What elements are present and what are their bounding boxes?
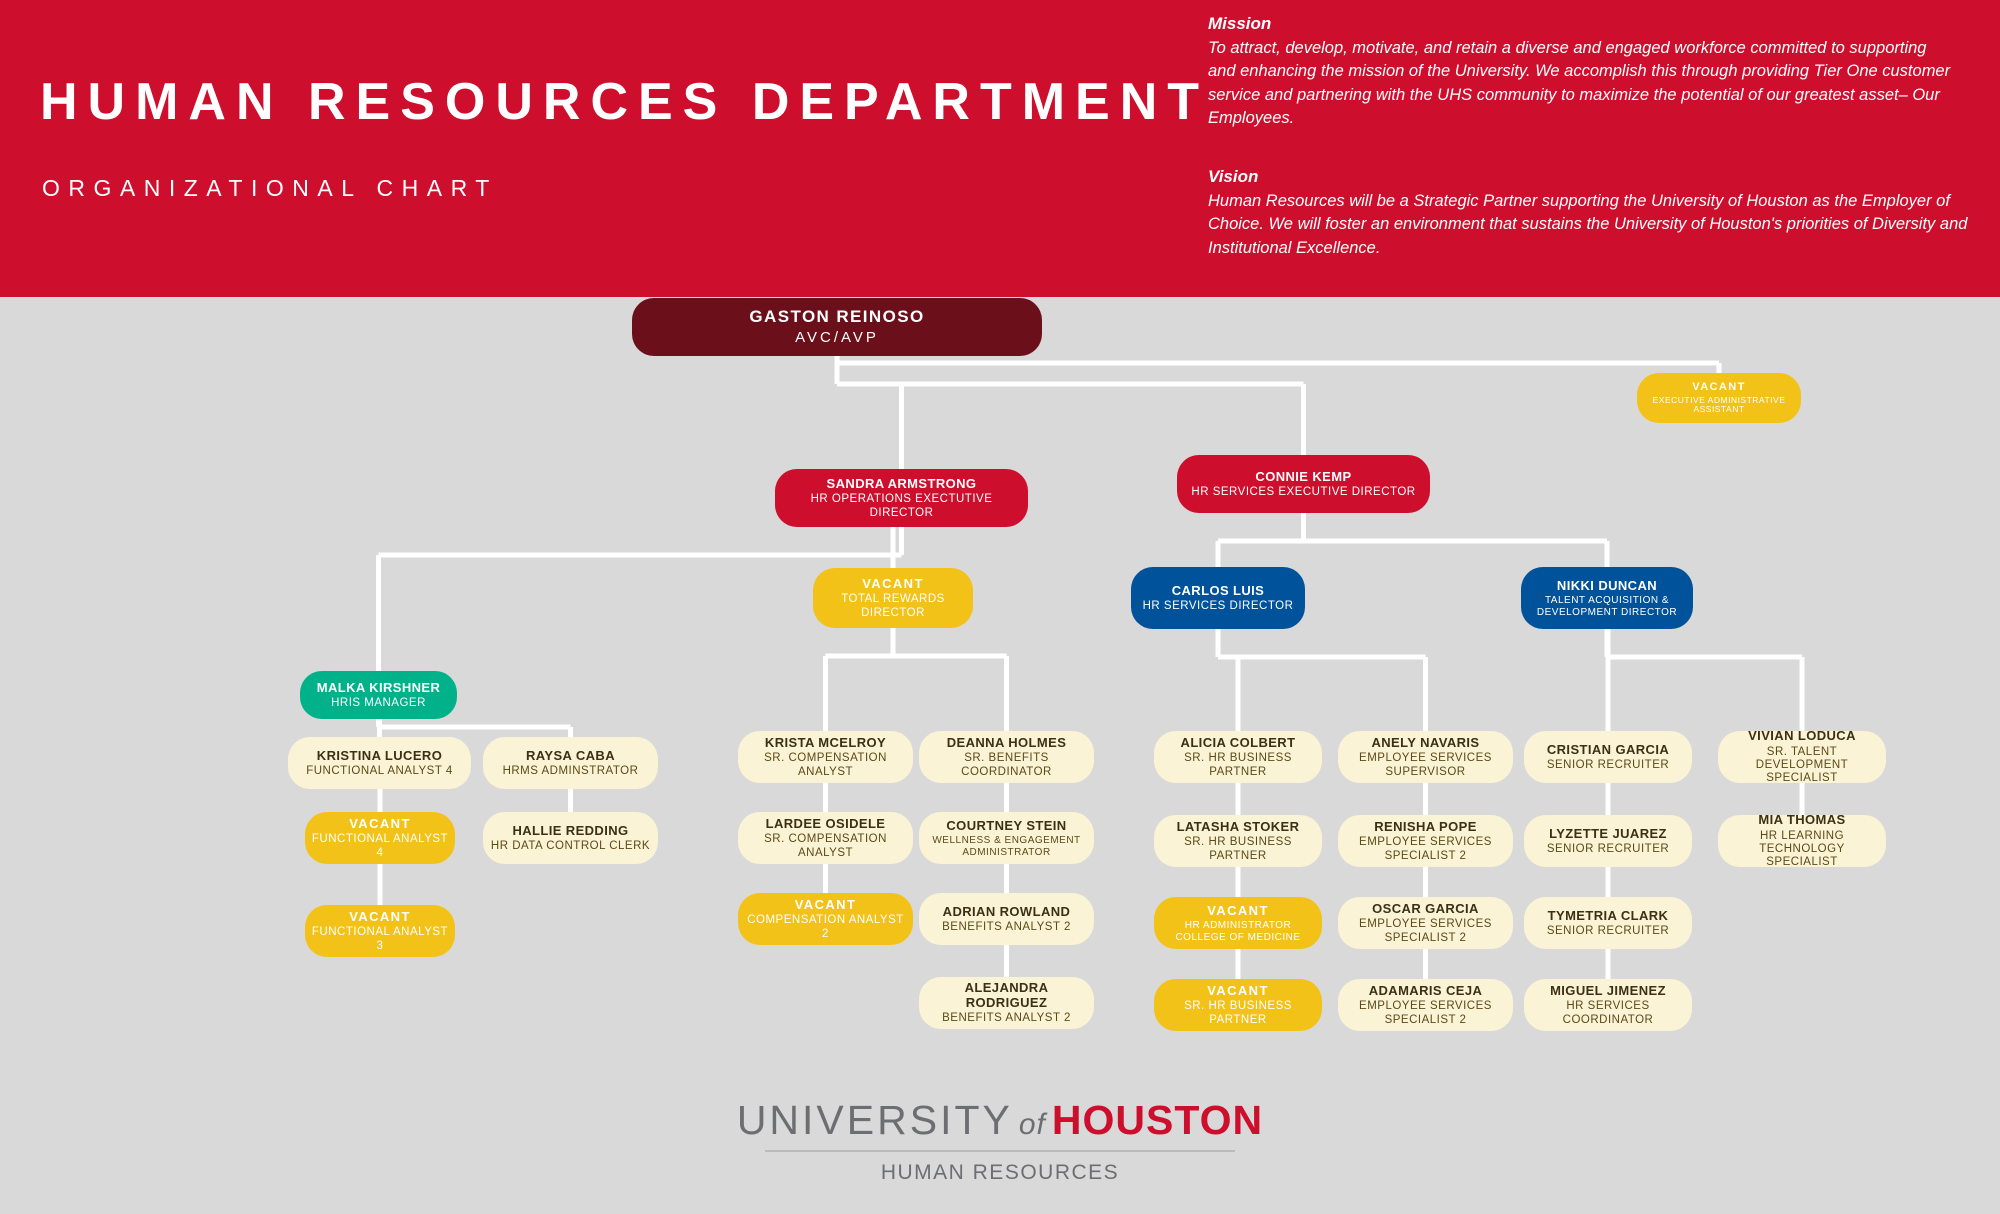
- org-node-title: HR ADMINISTRATOR COLLEGE OF MEDICINE: [1175, 919, 1301, 943]
- org-node[interactable]: [1718, 728, 1886, 785]
- org-node[interactable]: [775, 469, 1028, 527]
- org-node-title: SR. HR BUSINESS PARTNER: [1184, 1000, 1292, 1026]
- org-node-name: LARDEE OSIDELE: [765, 816, 886, 832]
- org-node-title: SR. BENEFITS COORDINATOR: [961, 752, 1052, 778]
- org-node-name: VIVIAN LODUCA: [1748, 728, 1856, 744]
- org-node[interactable]: [738, 893, 913, 945]
- org-node[interactable]: [1524, 979, 1692, 1031]
- org-node-title: COMPENSATION ANALYST 2: [747, 914, 904, 940]
- org-node[interactable]: [1131, 567, 1305, 629]
- org-node[interactable]: [483, 737, 658, 789]
- org-node[interactable]: [288, 737, 471, 789]
- header-banner: [0, 0, 2000, 297]
- university-wordmark: [737, 1097, 1263, 1144]
- org-node-title: EMPLOYEE SERVICES SUPERVISOR: [1359, 752, 1492, 778]
- org-node-title: TOTAL REWARDS DIRECTOR: [841, 593, 945, 619]
- org-node-name: ADRIAN ROWLAND: [942, 903, 1071, 919]
- org-node-name: ALEJANDRA RODRIGUEZ: [964, 980, 1049, 1011]
- org-node-name: VACANT: [1692, 380, 1746, 393]
- vision-block: [1208, 167, 1978, 260]
- org-node-title: FUNCTIONAL ANALYST 4: [306, 764, 453, 777]
- org-node-title: HR SERVICES COORDINATOR: [1562, 1000, 1654, 1026]
- wordmark-of: of: [1018, 1108, 1046, 1141]
- org-node[interactable]: [919, 893, 1094, 945]
- org-node[interactable]: [483, 812, 658, 864]
- org-node-title: TALENT ACQUISITION & DEVELOPMENT DIRECTOR: [1536, 594, 1678, 618]
- org-node[interactable]: [1154, 731, 1322, 783]
- org-node[interactable]: [1718, 812, 1886, 869]
- org-node-name: MIGUEL JIMENEZ: [1550, 983, 1666, 999]
- org-node-name: HALLIE REDDING: [512, 822, 629, 838]
- footer-department: HUMAN RESOURCES: [880, 1161, 1120, 1184]
- org-node-name: NIKKI DUNCAN: [1556, 577, 1658, 593]
- org-node-name: MIA THOMAS: [1758, 812, 1846, 828]
- wordmark-university: UNIVERSITY: [736, 1097, 1013, 1143]
- org-node[interactable]: [919, 812, 1094, 864]
- org-node-title: HR SERVICES EXECUTIVE DIRECTOR: [1191, 485, 1416, 498]
- org-node[interactable]: [1338, 731, 1513, 783]
- org-node-title: EMPLOYEE SERVICES SPECIALIST 2: [1359, 1000, 1492, 1026]
- org-node-name: OSCAR GARCIA: [1372, 901, 1479, 917]
- org-node[interactable]: [1154, 979, 1322, 1031]
- org-node[interactable]: [738, 812, 913, 864]
- org-node[interactable]: [919, 977, 1094, 1029]
- org-node-title: SR. HR BUSINESS PARTNER: [1184, 836, 1292, 862]
- org-node-name: VACANT: [862, 576, 924, 592]
- org-node[interactable]: [300, 671, 457, 719]
- org-node-name: CRISTIAN GARCIA: [1546, 741, 1670, 757]
- org-node-name: VACANT: [1207, 902, 1269, 918]
- org-node[interactable]: [1637, 373, 1801, 423]
- org-node-title: AVC/AVP: [795, 329, 879, 347]
- org-node-title: HR OPERATIONS EXECTUTIVE DIRECTOR: [810, 493, 993, 519]
- org-node-title: SR. TALENT DEVELOPMENT SPECIALIST: [1755, 745, 1849, 785]
- org-node-name: CARLOS LUIS: [1171, 582, 1265, 598]
- org-node[interactable]: [305, 905, 455, 957]
- org-node[interactable]: [1521, 567, 1693, 629]
- org-chart: [0, 297, 2000, 1077]
- mission-text: To attract, develop, motivate, and retain a diverse and engaged workforce committed to supporting and enhancing the mission of the University. We accomplish this through providing Tier One customer service and partnering with the UHS community to maximize the potential of our greatest asset– Our Employees.: [1208, 39, 1951, 128]
- org-node-title: FUNCTIONAL ANALYST 4: [311, 833, 449, 859]
- org-node[interactable]: [813, 568, 973, 628]
- footer: [0, 1077, 2000, 1214]
- org-node-name: ALICIA COLBERT: [1180, 735, 1296, 751]
- wordmark-houston: HOUSTON: [1051, 1097, 1264, 1143]
- org-node-name: DEANNA HOLMES: [946, 735, 1067, 751]
- org-node-title: EMPLOYEE SERVICES SPECIALIST 2: [1359, 836, 1492, 862]
- org-node-title: SENIOR RECRUITER: [1546, 924, 1670, 937]
- org-node-title: SR. COMPENSATION ANALYST: [764, 752, 887, 778]
- org-node-name: COURTNEY STEIN: [946, 817, 1067, 833]
- org-node[interactable]: [919, 731, 1094, 783]
- org-node[interactable]: [1524, 731, 1692, 783]
- org-node[interactable]: [632, 298, 1042, 356]
- org-node-name: KRISTINA LUCERO: [316, 747, 443, 763]
- org-node-name: KRISTA MCELROY: [764, 735, 887, 751]
- mission-label: Mission: [1208, 14, 1272, 33]
- org-node-title: HRIS MANAGER: [331, 696, 426, 709]
- org-node-title: SR. COMPENSATION ANALYST: [764, 833, 887, 859]
- org-node-name: VACANT: [349, 909, 411, 925]
- org-node-name: CONNIE KEMP: [1255, 468, 1352, 484]
- org-node-title: EMPLOYEE SERVICES SPECIALIST 2: [1359, 918, 1492, 944]
- org-node-title: BENEFITS ANALYST 2: [942, 1012, 1071, 1025]
- org-node-title: HR DATA CONTROL CLERK: [490, 839, 651, 852]
- vision-label: Vision: [1208, 167, 1259, 186]
- vision-text: Human Resources will be a Strategic Partner supporting the University of Houston as the Employer of Choice. We will foster an environment that sustains the University of Houston's priorities of Diversity and Institutional Excellence.: [1208, 192, 1968, 257]
- org-node-title: FUNCTIONAL ANALYST 3: [311, 926, 449, 952]
- org-node-name: MALKA KIRSHNER: [316, 679, 441, 695]
- org-node[interactable]: [1524, 815, 1692, 867]
- org-node[interactable]: [1177, 455, 1430, 513]
- org-node-name: RAYSA CABA: [526, 747, 615, 763]
- wordmark-divider: [765, 1150, 1235, 1152]
- org-node[interactable]: [1154, 815, 1322, 867]
- org-node-title: HR SERVICES DIRECTOR: [1142, 599, 1294, 612]
- org-node[interactable]: [1338, 815, 1513, 867]
- org-node[interactable]: [1154, 897, 1322, 949]
- org-node[interactable]: [738, 731, 913, 783]
- org-node-name: VACANT: [1207, 983, 1269, 999]
- org-node-title: EXECUTIVE ADMINISTRATIVE ASSISTANT: [1652, 394, 1786, 415]
- org-node-name: LATASHA STOKER: [1176, 819, 1300, 835]
- org-node-title: SENIOR RECRUITER: [1546, 842, 1670, 855]
- org-node-name: VACANT: [349, 816, 411, 832]
- org-node-name: ANELY NAVARIS: [1371, 735, 1480, 751]
- org-node-title: BENEFITS ANALYST 2: [942, 920, 1071, 933]
- org-node-name: SANDRA ARMSTRONG: [826, 476, 977, 492]
- org-node-name: ADAMARIS CEJA: [1368, 983, 1483, 999]
- org-node[interactable]: [1524, 897, 1692, 949]
- org-node-name: RENISHA POPE: [1374, 819, 1477, 835]
- page-subtitle: ORGANIZATIONAL CHART: [42, 175, 498, 201]
- org-node[interactable]: [1338, 897, 1513, 949]
- org-node-name: TYMETRIA CLARK: [1547, 907, 1669, 923]
- org-node[interactable]: [305, 812, 455, 864]
- org-node-title: SENIOR RECRUITER: [1546, 758, 1670, 771]
- org-node-title: WELLNESS & ENGAGEMENT ADMINISTRATOR: [932, 834, 1081, 858]
- org-node-name: VACANT: [794, 897, 857, 913]
- org-node[interactable]: [1338, 979, 1513, 1031]
- org-node-title: SR. HR BUSINESS PARTNER: [1184, 752, 1292, 778]
- org-node-title: HRMS ADMINSTRATOR: [502, 764, 639, 777]
- mission-block: [1208, 14, 1958, 131]
- page-title: HUMAN RESOURCES DEPARTMENT: [40, 73, 1210, 131]
- org-node-title: HR LEARNING TECHNOLOGY SPECIALIST: [1759, 829, 1845, 869]
- org-node-name: LYZETTE JUAREZ: [1549, 825, 1667, 841]
- org-node-name: GASTON REINOSO: [749, 307, 925, 327]
